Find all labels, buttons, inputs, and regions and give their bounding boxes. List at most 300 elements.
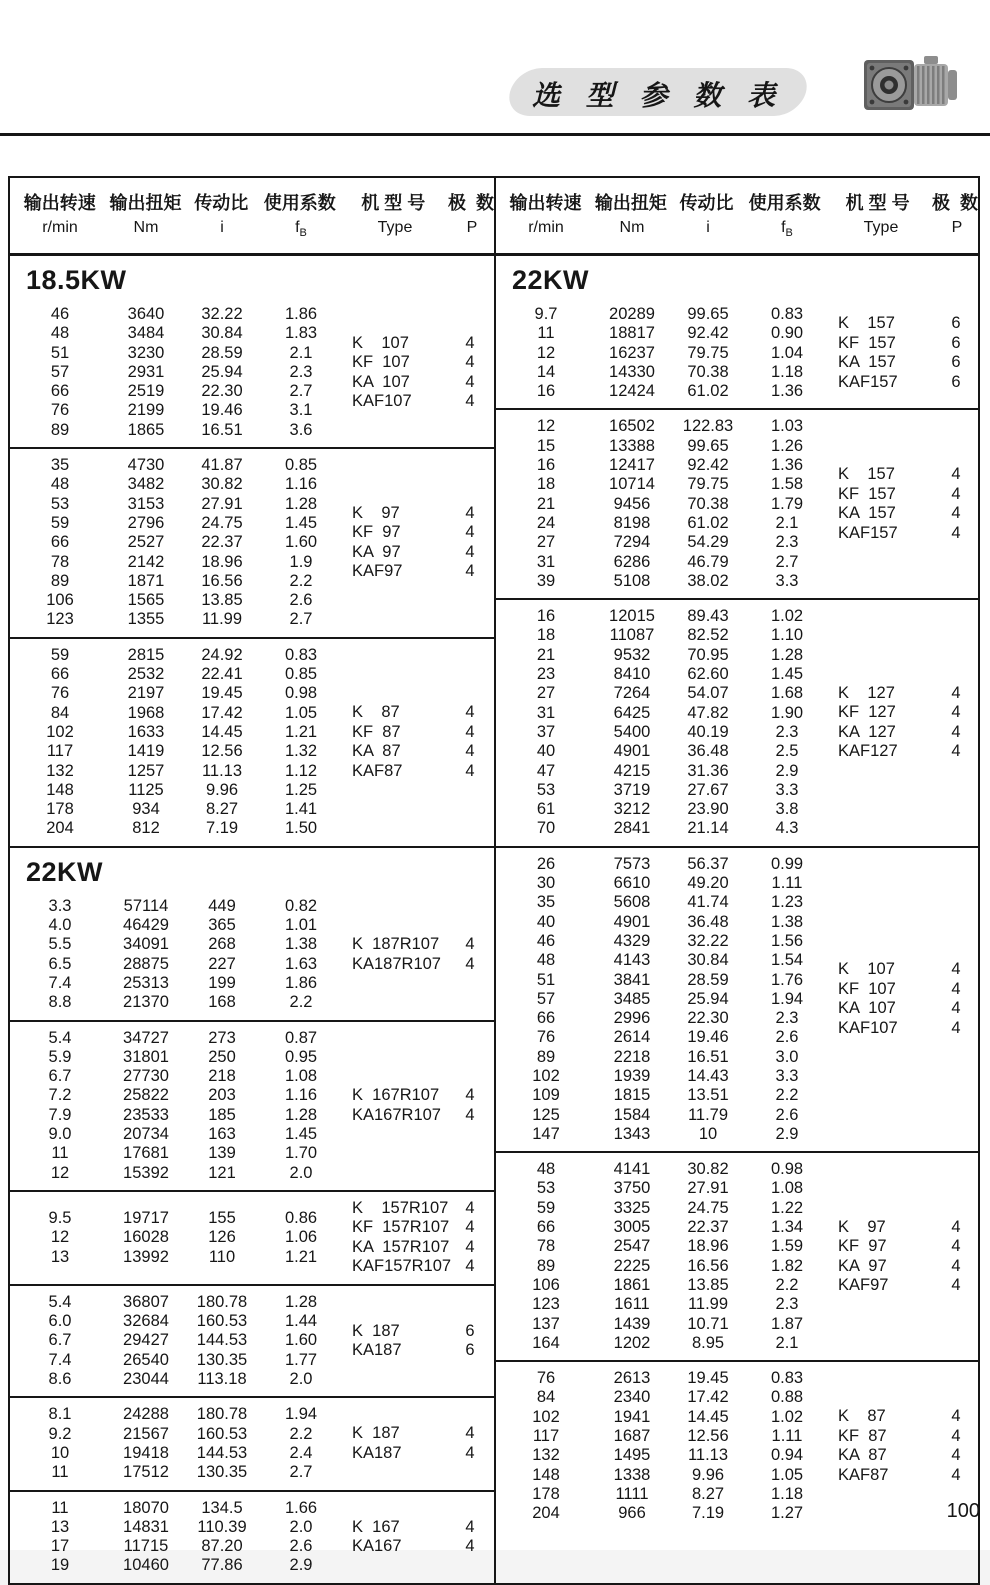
ratio-value: 61.02 bbox=[687, 382, 729, 401]
pole-count-value: 4 bbox=[465, 1105, 475, 1124]
output-speed-value: 66 bbox=[50, 665, 70, 684]
table-row bbox=[10, 955, 340, 974]
model-row bbox=[838, 504, 978, 524]
ratio-value: 25.94 bbox=[687, 989, 729, 1008]
output-torque-value: 17512 bbox=[123, 1463, 169, 1482]
output-torque-value: 1125 bbox=[128, 780, 164, 799]
model-row bbox=[352, 562, 494, 582]
ratio-value: 27.91 bbox=[687, 1179, 729, 1198]
service-factor-value: 0.83 bbox=[284, 645, 318, 664]
output-speed-value: 6.7 bbox=[48, 1067, 72, 1086]
service-factor-value: 1.50 bbox=[284, 819, 318, 838]
output-speed-value: 61 bbox=[536, 800, 556, 819]
output-torque-value: 4329 bbox=[613, 931, 651, 950]
model-type-label: KAF97 bbox=[352, 562, 403, 581]
service-factor-value: 1.18 bbox=[770, 1484, 804, 1503]
numeric-columns bbox=[10, 456, 340, 630]
table-row bbox=[10, 382, 340, 401]
pole-count-value: 4 bbox=[951, 999, 961, 1018]
ratio-value: 130.35 bbox=[196, 1350, 248, 1369]
table-row bbox=[496, 475, 826, 494]
page-number: 100 bbox=[946, 1500, 980, 1522]
table-row bbox=[496, 1106, 826, 1125]
output-torque-value: 2796 bbox=[127, 513, 165, 532]
pole-count-value: 4 bbox=[465, 1424, 475, 1443]
output-speed-value: 123 bbox=[532, 1295, 560, 1314]
ratio-value: 16.51 bbox=[201, 420, 243, 439]
ratio-value: 89.43 bbox=[687, 607, 729, 626]
output-torque-value: 1439 bbox=[613, 1314, 651, 1333]
service-factor-value: 1.68 bbox=[770, 684, 804, 703]
model-type-label: KF 157 bbox=[838, 333, 896, 352]
output-speed-value: 53 bbox=[50, 494, 70, 513]
ratio-value: 27.91 bbox=[201, 494, 243, 513]
output-speed-value: 106 bbox=[46, 591, 74, 610]
table-row bbox=[10, 610, 340, 629]
service-factor-value: 3.6 bbox=[289, 420, 313, 439]
model-type-label: K 157 bbox=[838, 314, 895, 333]
output-torque-value: 2613 bbox=[613, 1369, 651, 1388]
table-row bbox=[496, 1067, 826, 1086]
table-row bbox=[10, 1463, 340, 1482]
output-speed-value: 35 bbox=[536, 893, 556, 912]
model-row bbox=[838, 314, 978, 334]
numeric-columns bbox=[10, 305, 340, 440]
output-speed-value: 12 bbox=[536, 343, 556, 362]
table-row bbox=[496, 437, 826, 456]
output-torque-value: 4143 bbox=[613, 951, 651, 970]
ratio-value: 38.02 bbox=[687, 571, 729, 590]
ratio-value: 19.45 bbox=[687, 1369, 729, 1388]
output-torque-value: 19717 bbox=[123, 1208, 169, 1227]
service-factor-value: 3.0 bbox=[775, 1047, 799, 1066]
service-factor-value: 2.1 bbox=[775, 1333, 799, 1352]
service-factor-value: 1.56 bbox=[770, 931, 804, 950]
ratio-value: 24.92 bbox=[201, 645, 243, 664]
ratio-value: 70.38 bbox=[687, 494, 729, 513]
table-row bbox=[10, 781, 340, 800]
service-factor-value: 1.32 bbox=[284, 742, 318, 761]
ratio-value: 54.07 bbox=[687, 684, 729, 703]
service-factor-value: 2.3 bbox=[775, 1295, 799, 1314]
service-factor-value: 1.28 bbox=[284, 494, 318, 513]
unit-type: Type bbox=[377, 219, 413, 236]
table-row bbox=[10, 1425, 340, 1444]
service-factor-value: 1.10 bbox=[770, 626, 804, 645]
output-speed-value: 57 bbox=[536, 989, 556, 1008]
service-factor-value: 1.28 bbox=[770, 645, 804, 664]
output-speed-value: 117 bbox=[532, 1427, 560, 1446]
service-factor-value: 3.8 bbox=[775, 800, 799, 819]
pole-count-value: 4 bbox=[951, 484, 961, 503]
service-factor-value: 2.3 bbox=[289, 362, 313, 381]
ratio-value: 19.46 bbox=[201, 401, 243, 420]
ratio-value: 449 bbox=[208, 896, 236, 915]
output-torque-value: 5108 bbox=[613, 571, 651, 590]
output-torque-value: 7573 bbox=[613, 854, 651, 873]
output-torque-value: 3485 bbox=[613, 989, 651, 1008]
ratio-value: 144.53 bbox=[196, 1443, 248, 1462]
model-row bbox=[838, 1019, 978, 1039]
service-factor-value: 2.1 bbox=[775, 513, 799, 532]
model-type-list bbox=[826, 1407, 978, 1485]
output-speed-value: 18 bbox=[536, 475, 556, 494]
service-factor-value: 1.34 bbox=[770, 1218, 804, 1237]
output-speed-value: 14 bbox=[536, 362, 556, 381]
table-row bbox=[496, 572, 826, 591]
ratio-value: 11.79 bbox=[687, 1105, 729, 1124]
model-type-label: KAF87 bbox=[838, 1465, 889, 1484]
table-row bbox=[10, 1106, 340, 1125]
model-row bbox=[838, 1466, 978, 1486]
pole-count-value: 4 bbox=[465, 1086, 475, 1105]
ratio-value: 227 bbox=[208, 954, 236, 973]
table-row bbox=[496, 874, 826, 893]
output-torque-value: 10460 bbox=[123, 1556, 169, 1575]
output-speed-value: 102 bbox=[46, 722, 74, 741]
ratio-value: 122.83 bbox=[682, 417, 734, 436]
ratio-value: 126 bbox=[208, 1228, 236, 1247]
model-type-label: KAF107 bbox=[838, 1018, 898, 1037]
table-row bbox=[10, 324, 340, 343]
numeric-columns bbox=[10, 1405, 340, 1482]
table-row bbox=[10, 1248, 340, 1267]
service-factor-value: 1.36 bbox=[770, 382, 804, 401]
output-torque-value: 1939 bbox=[613, 1066, 651, 1085]
service-factor-value: 2.3 bbox=[775, 1009, 799, 1028]
table-row bbox=[10, 401, 340, 420]
output-speed-value: 3.3 bbox=[48, 896, 72, 915]
ratio-value: 17.42 bbox=[201, 703, 243, 722]
output-torque-value: 3325 bbox=[613, 1198, 651, 1217]
model-row bbox=[838, 703, 978, 723]
table-row bbox=[496, 1257, 826, 1276]
output-torque-value: 31801 bbox=[123, 1047, 169, 1066]
output-torque-value: 29427 bbox=[123, 1331, 169, 1350]
pole-count-value: 4 bbox=[951, 1276, 961, 1295]
ratio-value: 18.96 bbox=[201, 552, 243, 571]
ratio-value: 250 bbox=[208, 1047, 236, 1066]
model-row bbox=[838, 353, 978, 373]
output-speed-value: 39 bbox=[536, 571, 556, 590]
unit-p: P bbox=[951, 219, 963, 236]
ratio-value: 13.85 bbox=[687, 1275, 729, 1294]
output-torque-value: 13388 bbox=[609, 436, 655, 455]
output-torque-value: 3841 bbox=[613, 970, 651, 989]
ratio-value: 9.96 bbox=[691, 1465, 725, 1484]
ratio-value: 25.94 bbox=[201, 362, 243, 381]
pole-count-value: 4 bbox=[465, 1257, 475, 1276]
output-speed-value: 78 bbox=[536, 1237, 556, 1256]
output-torque-value: 36807 bbox=[123, 1292, 169, 1311]
ratio-value: 218 bbox=[208, 1067, 236, 1086]
model-row bbox=[352, 1444, 494, 1464]
model-type-label: K 107 bbox=[352, 333, 409, 352]
service-factor-value: 1.02 bbox=[770, 1407, 804, 1426]
model-type-label: KA187 bbox=[352, 1443, 402, 1462]
model-type-list bbox=[826, 960, 978, 1038]
service-factor-value: 2.0 bbox=[289, 1163, 313, 1182]
output-torque-value: 2225 bbox=[613, 1256, 651, 1275]
table-row bbox=[496, 417, 826, 436]
service-factor-value: 2.7 bbox=[289, 382, 313, 401]
output-torque-value: 21370 bbox=[123, 993, 169, 1012]
service-factor-value: 1.12 bbox=[284, 761, 318, 780]
output-speed-value: 13 bbox=[50, 1517, 70, 1536]
model-type-label: KF 157R107 bbox=[352, 1218, 450, 1237]
ratio-value: 130.35 bbox=[196, 1463, 248, 1482]
ratio-value: 8.95 bbox=[691, 1333, 725, 1352]
ratio-value: 22.37 bbox=[687, 1218, 729, 1237]
service-factor-value: 0.86 bbox=[284, 1208, 318, 1227]
table-row bbox=[10, 344, 340, 363]
model-type-label: KF 87 bbox=[352, 722, 401, 741]
service-factor-value: 2.9 bbox=[289, 1556, 313, 1575]
unit-rpm: r/min bbox=[42, 219, 78, 236]
output-torque-value: 2218 bbox=[613, 1047, 651, 1066]
pole-count-value: 4 bbox=[951, 1465, 961, 1484]
service-factor-value: 1.08 bbox=[770, 1179, 804, 1198]
output-speed-value: 8.1 bbox=[48, 1405, 72, 1424]
gear-unit-block bbox=[496, 598, 978, 846]
model-type-label: KF 107 bbox=[352, 353, 410, 372]
service-factor-value: 2.2 bbox=[289, 1424, 313, 1443]
model-type-list bbox=[340, 1086, 494, 1125]
output-speed-value: 30 bbox=[536, 874, 556, 893]
output-speed-value: 12 bbox=[536, 417, 556, 436]
header-poles: 极 数 bbox=[931, 193, 978, 213]
output-speed-value: 48 bbox=[50, 475, 70, 494]
table-row bbox=[496, 553, 826, 572]
ratio-value: 30.84 bbox=[201, 324, 243, 343]
model-type-label: KAF157 bbox=[838, 523, 898, 542]
output-torque-value: 1611 bbox=[614, 1295, 650, 1314]
ratio-value: 7.19 bbox=[691, 1504, 725, 1523]
ratio-value: 16.56 bbox=[201, 571, 243, 590]
output-torque-value: 2815 bbox=[127, 645, 165, 664]
service-factor-value: 1.83 bbox=[284, 324, 318, 343]
model-type-list bbox=[826, 314, 978, 392]
output-torque-value: 16028 bbox=[123, 1228, 169, 1247]
output-torque-value: 25822 bbox=[123, 1086, 169, 1105]
output-torque-value: 14330 bbox=[609, 362, 655, 381]
pole-count-value: 4 bbox=[951, 504, 961, 523]
output-speed-value: 7.4 bbox=[48, 1350, 72, 1369]
ratio-value: 7.19 bbox=[205, 819, 239, 838]
output-speed-value: 40 bbox=[536, 742, 556, 761]
service-factor-value: 1.86 bbox=[284, 305, 318, 323]
output-speed-value: 123 bbox=[46, 610, 74, 629]
service-factor-value: 0.98 bbox=[770, 1160, 804, 1179]
table-row bbox=[10, 819, 340, 838]
table-row bbox=[10, 723, 340, 742]
output-speed-value: 164 bbox=[532, 1333, 560, 1352]
table-row bbox=[10, 1537, 340, 1556]
table-row bbox=[496, 990, 826, 1009]
ratio-value: 30.82 bbox=[687, 1160, 729, 1179]
pole-count-value: 4 bbox=[465, 523, 475, 542]
pole-count-value: 4 bbox=[465, 542, 475, 561]
ratio-value: 19.45 bbox=[201, 684, 243, 703]
output-torque-value: 3484 bbox=[127, 324, 165, 343]
pole-count-value: 4 bbox=[951, 1237, 961, 1256]
output-speed-value: 9.0 bbox=[48, 1124, 72, 1143]
service-factor-value: 2.7 bbox=[289, 610, 313, 629]
ratio-value: 268 bbox=[208, 935, 236, 954]
model-row bbox=[838, 960, 978, 980]
column-header bbox=[10, 178, 494, 256]
output-speed-value: 11 bbox=[51, 1498, 69, 1517]
output-speed-value: 23 bbox=[536, 665, 556, 684]
pole-count-value: 4 bbox=[951, 1217, 961, 1236]
ratio-value: 79.75 bbox=[687, 475, 729, 494]
output-speed-value: 47 bbox=[536, 761, 556, 780]
output-torque-value: 2931 bbox=[127, 362, 165, 381]
service-factor-value: 1.05 bbox=[284, 703, 318, 722]
ratio-value: 10.71 bbox=[687, 1314, 729, 1333]
output-speed-value: 66 bbox=[536, 1009, 556, 1028]
table-row bbox=[10, 533, 340, 552]
model-type-label: K 127 bbox=[838, 683, 895, 702]
service-factor-value: 1.01 bbox=[284, 916, 318, 935]
service-factor-value: 1.27 bbox=[770, 1504, 804, 1523]
ratio-value: 99.65 bbox=[687, 305, 729, 323]
output-torque-value: 12015 bbox=[609, 607, 655, 626]
numeric-columns bbox=[496, 305, 826, 401]
table-row bbox=[496, 1388, 826, 1407]
service-factor-value: 0.87 bbox=[284, 1028, 318, 1047]
pole-count-value: 4 bbox=[465, 935, 475, 954]
output-torque-value: 23533 bbox=[123, 1105, 169, 1124]
ratio-value: 13.51 bbox=[687, 1086, 729, 1105]
service-factor-value: 2.4 bbox=[289, 1443, 313, 1462]
output-torque-value: 11715 bbox=[123, 1537, 169, 1556]
output-torque-value: 27730 bbox=[123, 1067, 169, 1086]
output-speed-value: 8.8 bbox=[48, 993, 72, 1012]
pole-count-value: 6 bbox=[951, 372, 961, 391]
output-speed-value: 5.4 bbox=[48, 1028, 72, 1047]
ratio-value: 56.37 bbox=[687, 854, 729, 873]
output-speed-value: 9.2 bbox=[48, 1424, 72, 1443]
service-factor-value: 0.82 bbox=[284, 896, 318, 915]
output-speed-value: 84 bbox=[50, 703, 70, 722]
ratio-value: 28.59 bbox=[687, 970, 729, 989]
ratio-value: 61.02 bbox=[687, 513, 729, 532]
service-factor-value: 1.86 bbox=[284, 973, 318, 992]
output-speed-value: 76 bbox=[50, 401, 70, 420]
service-factor-value: 2.6 bbox=[289, 1537, 313, 1556]
model-type-label: KAF87 bbox=[352, 761, 403, 780]
table-row bbox=[10, 1312, 340, 1331]
model-row bbox=[838, 334, 978, 354]
service-factor-value: 1.38 bbox=[284, 935, 318, 954]
output-speed-value: 59 bbox=[536, 1198, 556, 1217]
table-row bbox=[496, 665, 826, 684]
output-speed-value: 26 bbox=[536, 854, 556, 873]
service-factor-value: 1.90 bbox=[770, 703, 804, 722]
table-row bbox=[496, 626, 826, 645]
table-row bbox=[10, 916, 340, 935]
ratio-value: 14.45 bbox=[201, 722, 243, 741]
service-factor-value: 1.94 bbox=[770, 989, 804, 1008]
output-torque-value: 6425 bbox=[613, 703, 651, 722]
ratio-value: 11.99 bbox=[687, 1295, 729, 1314]
model-type-label: KAF157 bbox=[838, 372, 898, 391]
model-row bbox=[352, 1322, 494, 1342]
pole-count-value: 4 bbox=[951, 1407, 961, 1426]
unit-type: Type bbox=[863, 219, 899, 236]
power-rating-title: 22KW bbox=[26, 856, 104, 887]
ratio-value: 16.56 bbox=[687, 1256, 729, 1275]
pole-count-value: 4 bbox=[465, 722, 475, 741]
output-speed-value: 51 bbox=[50, 343, 70, 362]
output-torque-value: 2614 bbox=[613, 1028, 651, 1047]
output-torque-value: 12424 bbox=[609, 382, 655, 401]
output-speed-value: 48 bbox=[536, 951, 556, 970]
service-factor-value: 1.25 bbox=[284, 780, 318, 799]
table-row bbox=[496, 800, 826, 819]
output-torque-value: 1633 bbox=[127, 722, 165, 741]
service-factor-value: 1.9 bbox=[289, 552, 313, 571]
power-rating-title: 18.5KW bbox=[26, 265, 127, 295]
table-row bbox=[496, 819, 826, 838]
output-speed-value: 89 bbox=[50, 571, 70, 590]
output-torque-value: 3005 bbox=[613, 1218, 651, 1237]
output-speed-value: 106 bbox=[532, 1275, 560, 1294]
pole-count-value: 4 bbox=[951, 960, 961, 979]
pole-count-value: 4 bbox=[465, 1198, 475, 1217]
output-torque-value: 8198 bbox=[613, 513, 651, 532]
output-torque-value: 20289 bbox=[609, 305, 655, 323]
model-type-list bbox=[340, 1322, 494, 1361]
service-factor-value: 0.83 bbox=[770, 305, 804, 323]
output-speed-value: 53 bbox=[536, 1179, 556, 1198]
model-type-label: KF 97 bbox=[352, 523, 401, 542]
ratio-value: 36.48 bbox=[687, 912, 729, 931]
gear-unit-block bbox=[10, 890, 494, 1020]
model-row bbox=[352, 1424, 494, 1444]
table-row bbox=[496, 1009, 826, 1028]
output-speed-value: 11 bbox=[537, 324, 555, 343]
ratio-value: 13.85 bbox=[201, 591, 243, 610]
pole-count-value: 6 bbox=[951, 353, 961, 372]
model-type-label: KA 107 bbox=[352, 372, 410, 391]
output-torque-value: 5400 bbox=[613, 722, 651, 741]
output-torque-value: 3482 bbox=[127, 475, 165, 494]
unit-nm: Nm bbox=[619, 219, 645, 236]
service-factor-value: 0.83 bbox=[770, 1369, 804, 1388]
output-torque-value: 1355 bbox=[127, 610, 165, 629]
ratio-value: 11.13 bbox=[201, 761, 243, 780]
right-table-column bbox=[494, 178, 978, 1583]
output-torque-value: 9456 bbox=[613, 494, 651, 513]
pole-count-value: 4 bbox=[465, 703, 475, 722]
output-torque-value: 2199 bbox=[127, 401, 165, 420]
table-row bbox=[496, 1504, 826, 1523]
output-torque-value: 3750 bbox=[613, 1179, 651, 1198]
pole-count-value: 6 bbox=[951, 314, 961, 333]
output-torque-value: 3153 bbox=[127, 494, 165, 513]
model-row bbox=[352, 334, 494, 354]
ratio-value: 22.41 bbox=[201, 665, 243, 684]
output-speed-value: 89 bbox=[536, 1256, 556, 1275]
model-type-label: KA 97 bbox=[352, 542, 401, 561]
ratio-value: 36.48 bbox=[687, 742, 729, 761]
ratio-value: 11.13 bbox=[687, 1446, 729, 1465]
table-row bbox=[496, 855, 826, 874]
table-row bbox=[10, 1086, 340, 1105]
ratio-value: 11.99 bbox=[201, 610, 243, 629]
